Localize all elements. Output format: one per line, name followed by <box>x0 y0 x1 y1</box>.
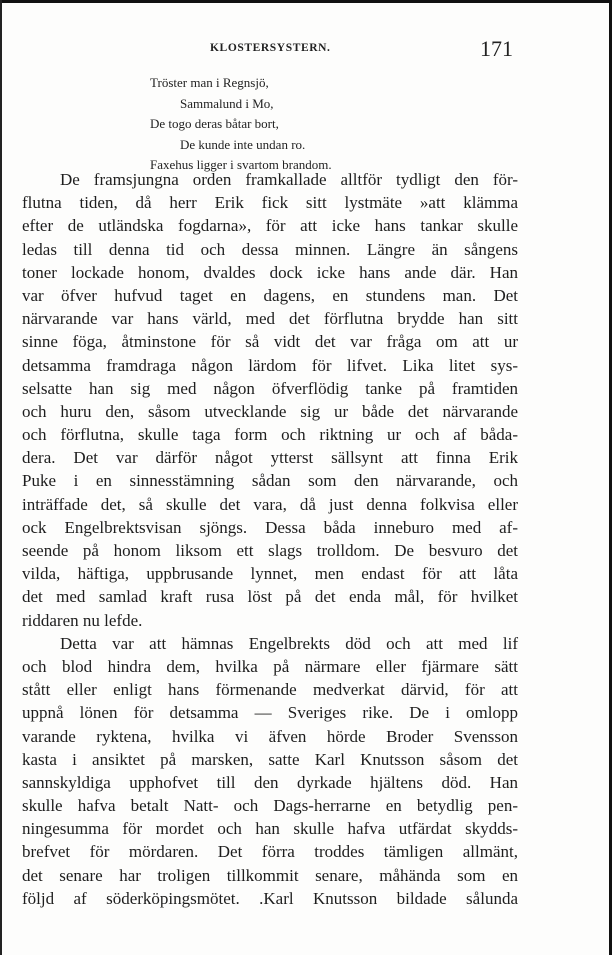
body-line: vilda, häftiga, uppbrusande lynnet, men endast för att låta <box>22 564 518 584</box>
body-line: det senare har troligen tillkommit senare, måhända som en <box>22 865 518 885</box>
body-line: efter de utländska fogdarna», för att icke hans tankar skulle <box>22 216 518 236</box>
body-line: seende på honom liksom ett slags trolldom. De besvuro det <box>22 541 518 560</box>
body-line: ningesumma för mordet och han skulle hafva utfärdat skydds- <box>22 819 518 839</box>
body-line: inträffade det, så skulle det vara, då just denna folkvisa eller <box>22 494 518 514</box>
body-line: följd af söderköpingsmötet. .Karl Knutsson bildade sålunda <box>22 888 518 908</box>
body-line: ock Engelbrektsvisan sjöngs. Dessa båda inneburo med af- <box>22 517 518 537</box>
body-text <box>22 168 518 910</box>
verse-line: De kunde inte undan ro. <box>180 137 306 152</box>
body-line: och förflutna, skulle taga form och riktning ur och af båda- <box>22 425 518 445</box>
verse-line: De togo deras båtar bort, <box>150 116 279 131</box>
body-line: och huru den, såsom utvecklande sig ur både det närvarande <box>22 401 518 421</box>
body-line: selsatte han sig med någon öfverflödig tanke på framtiden <box>22 378 518 398</box>
body-line: varande ryktena, hvilka vi äfven hörde Broder Svensson <box>22 726 518 746</box>
verse-line: Sammalund i Mo, <box>180 96 274 111</box>
body-line: ledas till denna tid och dessa minnen. Längre än sångens <box>22 239 518 259</box>
body-line: brefvet för mördaren. Det förra troddes tämligen allmänt, <box>22 842 518 862</box>
body-line: det med samlad kraft rusa löst på det enda mål, för hvilket <box>22 587 518 607</box>
verse-line: Faxehus ligger i svartom brandom. <box>150 157 332 172</box>
body-line: Puke i en sinnesstämning sådan som den närvarande, och <box>22 471 518 491</box>
body-line: närvarande var hans värld, med det förflutna brydde han sitt <box>22 309 518 329</box>
page-number: 171 <box>480 36 513 61</box>
body-line: stått eller enligt hans förmenande medverkat därvid, för att <box>22 680 518 700</box>
body-line: toner lockade honom, dvaldes dock icke hans ande där. Han <box>22 262 518 282</box>
body-line: var öfver hufvud taget en dagens, en stundens man. Det <box>22 285 518 305</box>
body-line: uppnå lönen för detsamma — Sveriges rike. De i omlopp <box>22 703 518 723</box>
body-line: De framsjungna orden framkallade alltför tydligt den för- <box>60 170 518 189</box>
scan-edge-top <box>0 0 612 3</box>
body-line: riddaren nu lefde. <box>22 610 143 630</box>
body-line: detsamma framdraga någon lärdom för lifvet. Lika litet sys- <box>22 355 518 375</box>
running-title: KLOSTERSYSTERN. <box>210 42 331 54</box>
body-line: flutna tiden, då herr Erik fick sitt lystmäte »att klämma <box>22 193 518 213</box>
body-line: skulle hafva betalt Natt- och Dags-herrarne en betydlig pen- <box>22 796 518 816</box>
body-line: Detta var att hämnas Engelbrekts död och att med lif <box>60 633 518 653</box>
body-line: kasta i ansiktet på marsken, satte Karl Knutsson såsom det <box>22 749 518 769</box>
body-line: sannskyldiga upphofvet till den dyrkade hjältens död. Han <box>22 772 518 792</box>
body-line: sinne föga, åtminstone för så vidt det var fråga om att ur <box>22 332 518 352</box>
body-line: och blod hindra dem, hvilka på närmare eller fjärmare sätt <box>22 656 518 676</box>
verse-line: Tröster man i Regnsjö, <box>150 75 269 90</box>
scan-edge-left <box>0 0 2 955</box>
body-line: dera. Det var därför något ytterst sällsynt att finna Erik <box>22 448 518 468</box>
